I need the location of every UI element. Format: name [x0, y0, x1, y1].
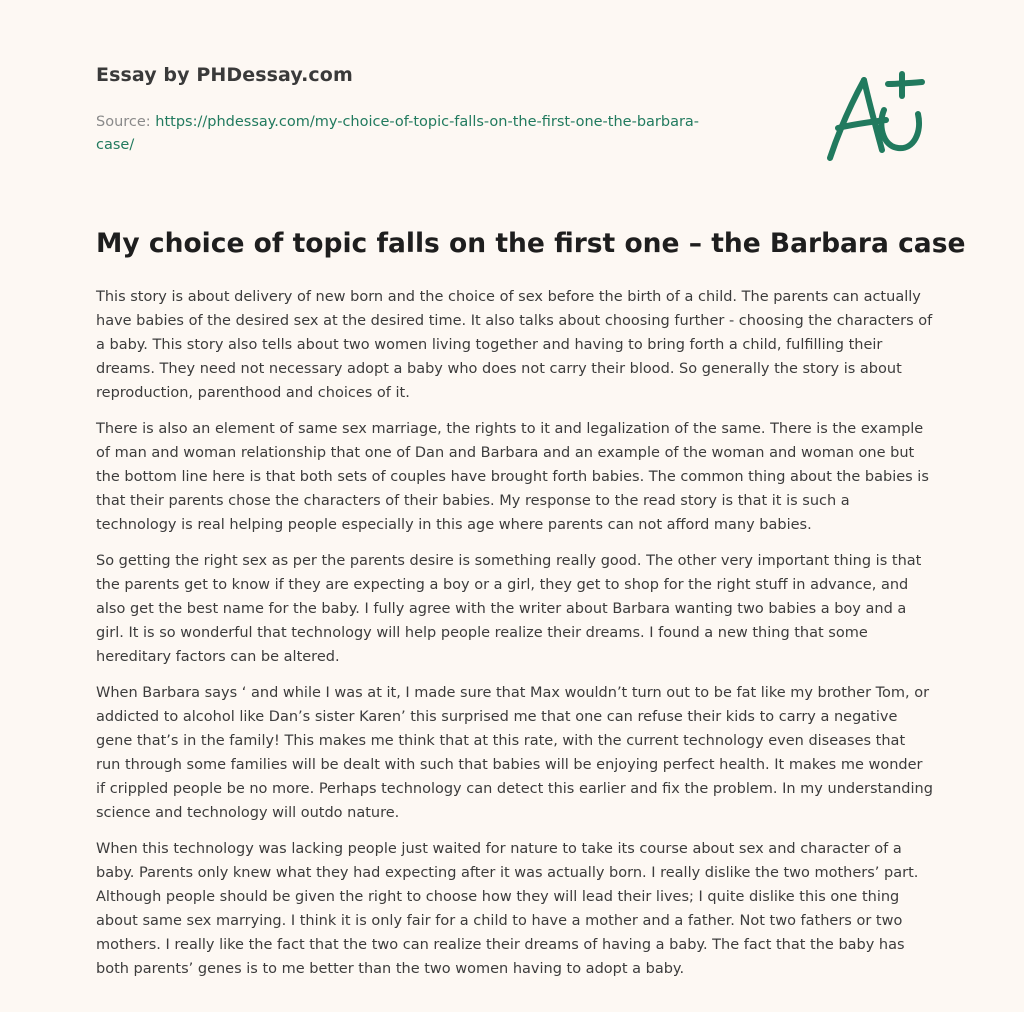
site-brand: Essay by PHDessay.com [96, 64, 353, 86]
article-paragraph: This story is about delivery of new born and the choice of sex before the birth of a child. The parents can actually have babies of the desired sex at the desired time. It also talks about choosing further - choosing the characters of a baby. This story also tells about two women living together and having to bring forth a child, fulfilling their dreams. They need not necessary adopt a baby who does not carry their blood. So generally the story is about reproduction, parenthood and choices of it. [96, 289, 933, 401]
source-label: Source: [96, 114, 156, 130]
source-line [96, 111, 736, 157]
article-title: My choice of topic falls on the first one – the Barbara case [96, 228, 966, 259]
article-body [96, 285, 934, 993]
a-plus-logo-graphic [818, 66, 930, 166]
source-link[interactable]: https://phdessay.com/my-choice-of-topic-falls-on-the-first-one-the-barbara-case/ [96, 114, 700, 153]
article-paragraph: When Barbara says ‘ and while I was at it, I made sure that Max wouldn’t turn out to be fat like my brother Tom, or addicted to alcohol like Dan’s sister Karen’ this surprised me that one can refuse their kids to carry a negative gene that’s in the family! This makes me think that at this rate, with the current technology even diseases that run through some families will be dealt with such that babies will be enjoying perfect health. It makes me wonder if crippled people be no more. Perhaps technology can detect this earlier and fix the problem. In my understanding science and technology will outdo nature. [96, 685, 933, 821]
article-paragraph: So getting the right sex as per the parents desire is something really good. The other very important thing is that the parents get to know if they are expecting a boy or a girl, they get to shop for the right stuff in advance, and also get the best name for the baby. I fully agree with the writer about Barbara wanting two babies a boy and a girl. It is so wonderful that technology will help people realize their dreams. I found a new thing that some hereditary factors can be altered. [96, 553, 922, 665]
article-paragraph: When this technology was lacking people just waited for nature to take its course about sex and character of a baby. Parents only knew what they had expecting after it was actually born. I really dislike the two mothers’ part. Although people should be given the right to choose how they will lead their lives; I quite dislike this one thing about same sex marrying. I think it is only fair for a child to have a mother and a father. Not two fathers or two mothers. I really like the fact that the two can realize their dreams of having a baby. The fact that the baby has both parents’ genes is to me better than the two women having to adopt a baby. [96, 841, 919, 977]
article-paragraph: There is also an element of same sex marriage, the rights to it and legalization of the same. There is the example of man and woman relationship that one of Dan and Barbara and an example of the woman and woman one but the bottom line here is that both sets of couples have brought forth babies. The common thing about the babies is that their parents chose the characters of their babies. My response to the read story is that it is such a technology is real helping people especially in this age where parents can not afford many babies. [96, 421, 929, 533]
a-plus-logo-icon [818, 66, 930, 166]
